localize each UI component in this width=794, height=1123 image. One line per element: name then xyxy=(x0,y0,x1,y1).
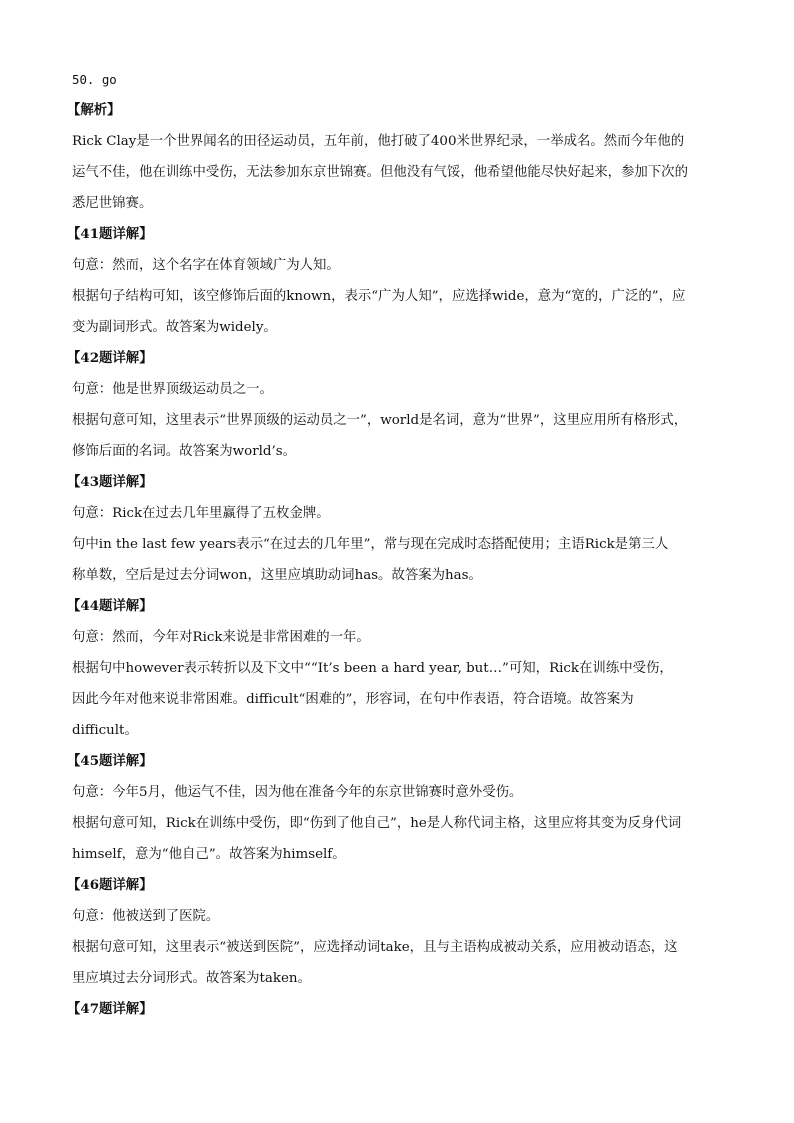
explanation-line: 句中in the last few years表示“在过去的几年里”，常与现在完成时态搭配使用；主语Rick是第三人 xyxy=(72,537,669,552)
summary-line: 运气不佳，他在训练中受伤，无法参加东京世锦赛。但他没有气馁，他希望他能尽快好起来，参加下次的 xyxy=(72,165,688,180)
explanation-line: 根据句意可知，Rick在训练中受伤，即“伤到了他自己”，he是人称代词主格，这里应将其变为反身代词 xyxy=(72,816,682,831)
document-page xyxy=(67,64,722,1025)
section-heading-q44: 【44题详解】 xyxy=(67,598,153,614)
explanation-line: himself，意为“他自己”。故答案为himself。 xyxy=(72,847,346,862)
answer-line: 50. go xyxy=(72,72,117,87)
explanation-line: 句意：今年5月，他运气不佳，因为他在准备今年的东京世锦赛时意外受伤。 xyxy=(72,785,523,800)
explanation-line: 根据句意可知，这里表示“被送到医院”，应选择动词take，且与主语构成被动关系，应用被动语态，这 xyxy=(72,940,678,955)
explanation-line: 句意：然而，今年对Rick来说是非常困难的一年。 xyxy=(72,630,370,645)
explanation-line: 修饰后面的名词。故答案为world’s。 xyxy=(72,444,296,459)
explanation-line: 句意：他被送到了医院。 xyxy=(72,909,220,924)
section-heading-analysis: 【解析】 xyxy=(67,102,121,118)
explanation-line: 句意：Rick在过去几年里赢得了五枚金牌。 xyxy=(72,506,330,521)
explanation-line: 里应填过去分词形式。故答案为taken。 xyxy=(72,971,311,986)
section-heading-q41: 【41题详解】 xyxy=(67,226,153,242)
section-heading-q45: 【45题详解】 xyxy=(67,753,153,769)
section-heading-q46: 【46题详解】 xyxy=(67,877,153,893)
explanation-line: 根据句意可知，这里表示“世界顶级的运动员之一”，world是名词，意为“世界”，这里应用所有格形式， xyxy=(72,413,688,428)
explanation-line: 称单数，空后是过去分词won，这里应填助动词has。故答案为has。 xyxy=(72,568,482,583)
summary-line: 悉尼世锦赛。 xyxy=(72,196,153,211)
section-heading-q43: 【43题详解】 xyxy=(67,474,153,490)
explanation-line: difficult。 xyxy=(72,723,138,738)
section-heading-q47: 【47题详解】 xyxy=(67,1001,153,1017)
explanation-line: 根据句子结构可知，该空修饰后面的known，表示“广为人知”，应选择wide，意为“宽的，广泛的”，应 xyxy=(72,289,686,304)
section-heading-q42: 【42题详解】 xyxy=(67,350,153,366)
summary-line: Rick Clay是一个世界闻名的田径运动员，五年前，他打破了400米世界纪录，一举成名。然而今年他的 xyxy=(72,134,685,149)
explanation-line: 因此今年对他来说非常困难。difficult“困难的”，形容词，在句中作表语，符合语境。故答案为 xyxy=(72,692,634,707)
explanation-line: 句意：他是世界顶级运动员之一。 xyxy=(72,382,273,397)
explanation-line: 变为副词形式。故答案为widely。 xyxy=(72,320,277,335)
explanation-line: 根据句中however表示转折以及下文中““It’s been a hard year, but…”可知，Rick在训练中受伤， xyxy=(72,661,673,676)
explanation-line: 句意：然而，这个名字在体育领域广为人知。 xyxy=(72,258,340,273)
